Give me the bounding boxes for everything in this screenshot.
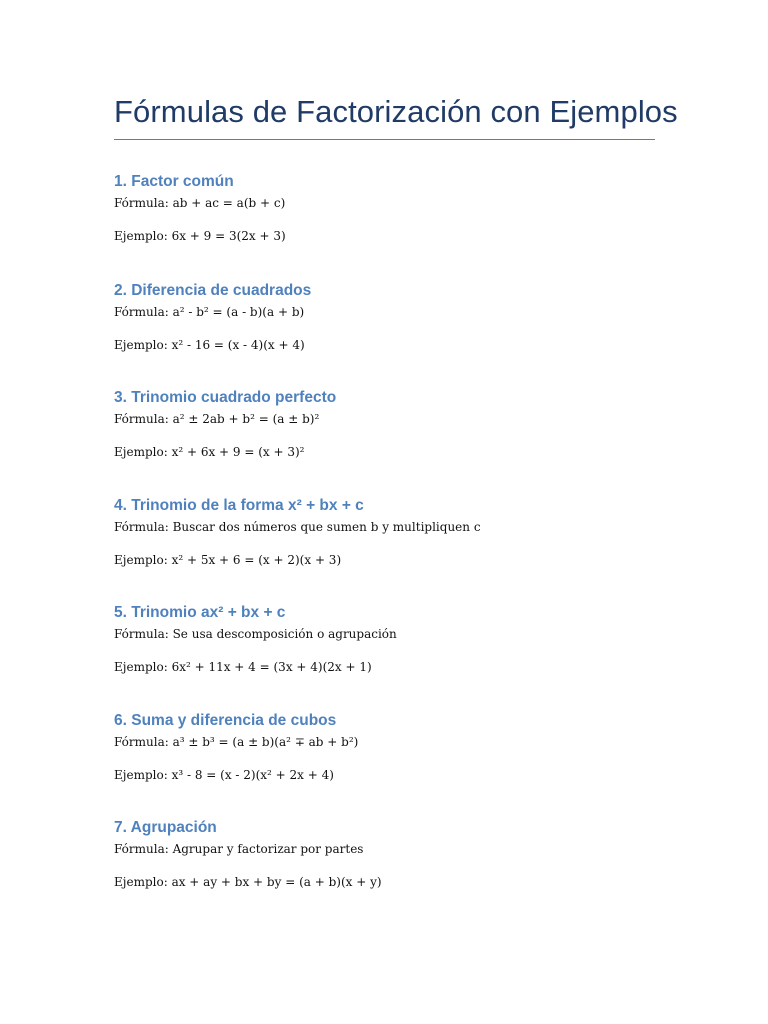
example-text: Ejemplo: 6x² + 11x + 4 = (3x + 4)(2x + 1) (114, 660, 372, 674)
formula-text: Fórmula: Agrupar y factorizar por partes (114, 842, 364, 856)
formula-text: Fórmula: ab + ac = a(b + c) (114, 196, 286, 210)
example-text: Ejemplo: x³ - 8 = (x - 2)(x² + 2x + 4) (114, 768, 334, 782)
example-text: Ejemplo: ax + ay + bx + by = (a + b)(x + y) (114, 875, 382, 889)
formula-text: Fórmula: Buscar dos números que sumen b y multipliquen c (114, 520, 481, 534)
section-heading: 7. Agrupación (114, 819, 217, 836)
section-heading: 5. Trinomio ax² + bx + c (114, 604, 286, 621)
title-underline (114, 139, 655, 140)
formula-text: Fórmula: Se usa descomposición o agrupación (114, 627, 397, 641)
section-heading: 1. Factor común (114, 173, 234, 190)
section-heading: 4. Trinomio de la forma x² + bx + c (114, 497, 364, 514)
example-text: Ejemplo: 6x + 9 = 3(2x + 3) (114, 229, 286, 243)
example-text: Ejemplo: x² + 6x + 9 = (x + 3)² (114, 445, 305, 459)
formula-text: Fórmula: a² - b² = (a - b)(a + b) (114, 305, 305, 319)
example-text: Ejemplo: x² - 16 = (x - 4)(x + 4) (114, 338, 305, 352)
section-heading: 6. Suma y diferencia de cubos (114, 712, 337, 729)
section-heading: 3. Trinomio cuadrado perfecto (114, 389, 337, 406)
example-text: Ejemplo: x² + 5x + 6 = (x + 2)(x + 3) (114, 553, 342, 567)
page-title: Fórmulas de Factorización con Ejemplos (114, 94, 678, 129)
formula-text: Fórmula: a² ± 2ab + b² = (a ± b)² (114, 412, 320, 426)
section-heading: 2. Diferencia de cuadrados (114, 282, 312, 299)
formula-text: Fórmula: a³ ± b³ = (a ± b)(a² ∓ ab + b²) (114, 735, 359, 749)
